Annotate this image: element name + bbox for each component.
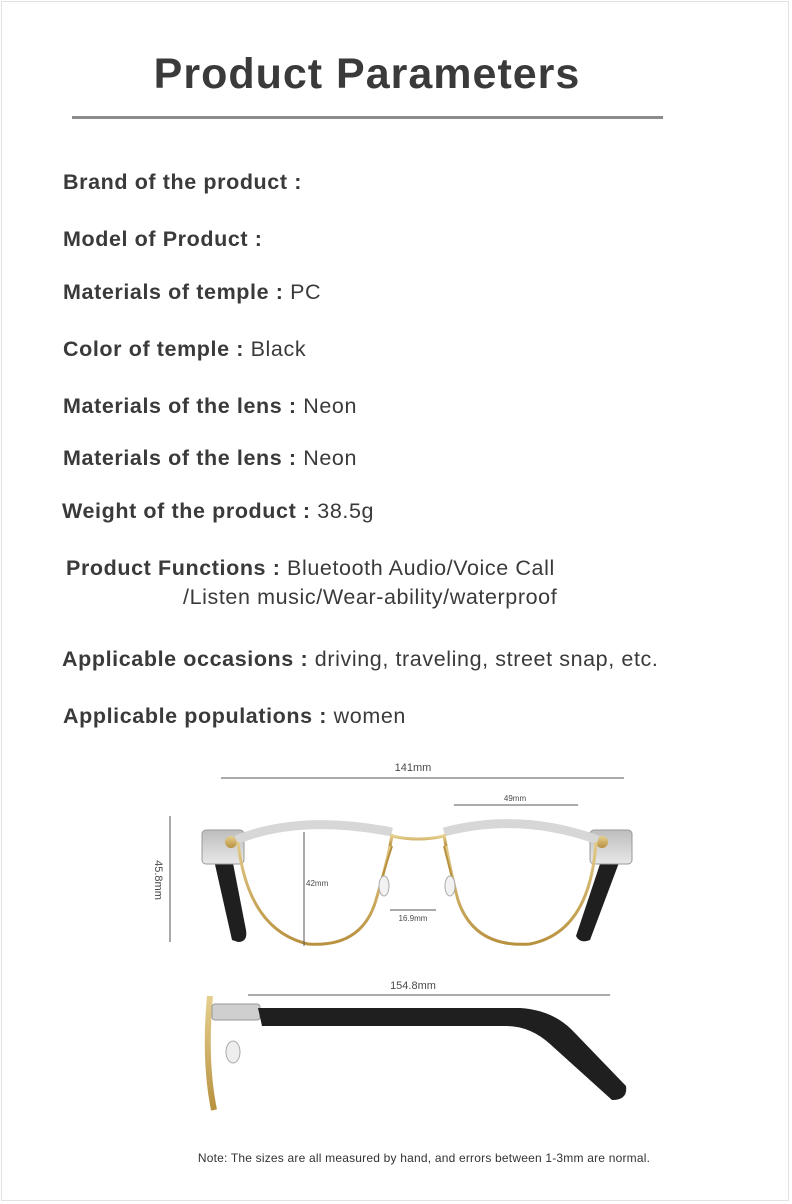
param-value: Black [250,337,307,361]
param-value: 38.5g [317,499,375,523]
param-separator: : [236,337,245,361]
dim-label-temple-length: 154.8mm [390,980,436,992]
left-lens [238,834,392,944]
param-label: Applicable occasions [62,647,294,671]
nose-pad-left-pad [379,876,389,896]
param-separator: : [254,227,263,251]
page-title: Product Parameters [153,50,581,98]
param-label: Color of temple [63,337,230,361]
param-label: Brand of the product [63,170,288,194]
dim-label-lens-height: 42mm [306,879,329,888]
param-temple-color [63,335,306,363]
frame-hinge-side [212,1004,260,1020]
title-underline [72,116,663,119]
param-separator: : [275,280,284,304]
param-label: Materials of the lens [63,446,283,470]
param-weight [62,497,374,525]
nose-pad-left [382,846,392,878]
dim-label-lens-width: 49mm [503,794,527,803]
left-lens-top-rim [236,825,392,840]
param-separator: : [288,446,297,470]
param-label: Materials of the lens [63,394,283,418]
dim-label-bridge: 16.9mm [398,914,428,923]
param-populations [63,702,406,730]
nose-pad-right-pad [445,876,455,896]
param-separator: : [294,170,302,194]
temple-arm-side [258,1008,626,1100]
param-functions [66,554,555,582]
param-separator: : [288,394,297,418]
param-value: Bluetooth Audio/Voice Call [287,556,555,580]
param-lens-material [63,392,357,420]
dim-label-total-width: 141mm [394,762,432,774]
param-value: Neon [303,446,358,470]
param-label: Model of Product [63,227,249,251]
param-functions-line2: /Listen music/Wear-ability/waterproof [183,585,558,609]
param-separator: : [272,556,281,580]
bridge [390,836,446,846]
param-brand [63,168,302,196]
param-separator: : [302,499,311,523]
param-value: driving, traveling, street snap, etc. [314,647,659,671]
glasses-side-diagram [0,970,792,1120]
param-model [63,225,263,253]
param-label: Product Functions [66,556,267,580]
param-separator: : [319,704,328,728]
param-temple-material [63,278,321,306]
param-label: Weight of the product [62,499,297,523]
param-label: Materials of temple [63,280,270,304]
param-separator: : [300,647,309,671]
param-occasions [62,645,658,673]
right-lens-top-rim [444,824,598,840]
glasses-front-diagram [0,750,792,960]
param-label: Applicable populations [63,704,313,728]
param-value: PC [290,280,322,304]
param-value: Neon [303,394,358,418]
measurement-note: Note: The sizes are all measured by hand, and errors between 1-3mm are normal. [197,1151,651,1165]
param-lens-material-2 [63,444,357,472]
dim-label-height: 45.8mm [152,860,164,900]
right-lens [444,834,596,944]
nose-pad-side [226,1041,240,1063]
param-value: women [333,704,406,728]
